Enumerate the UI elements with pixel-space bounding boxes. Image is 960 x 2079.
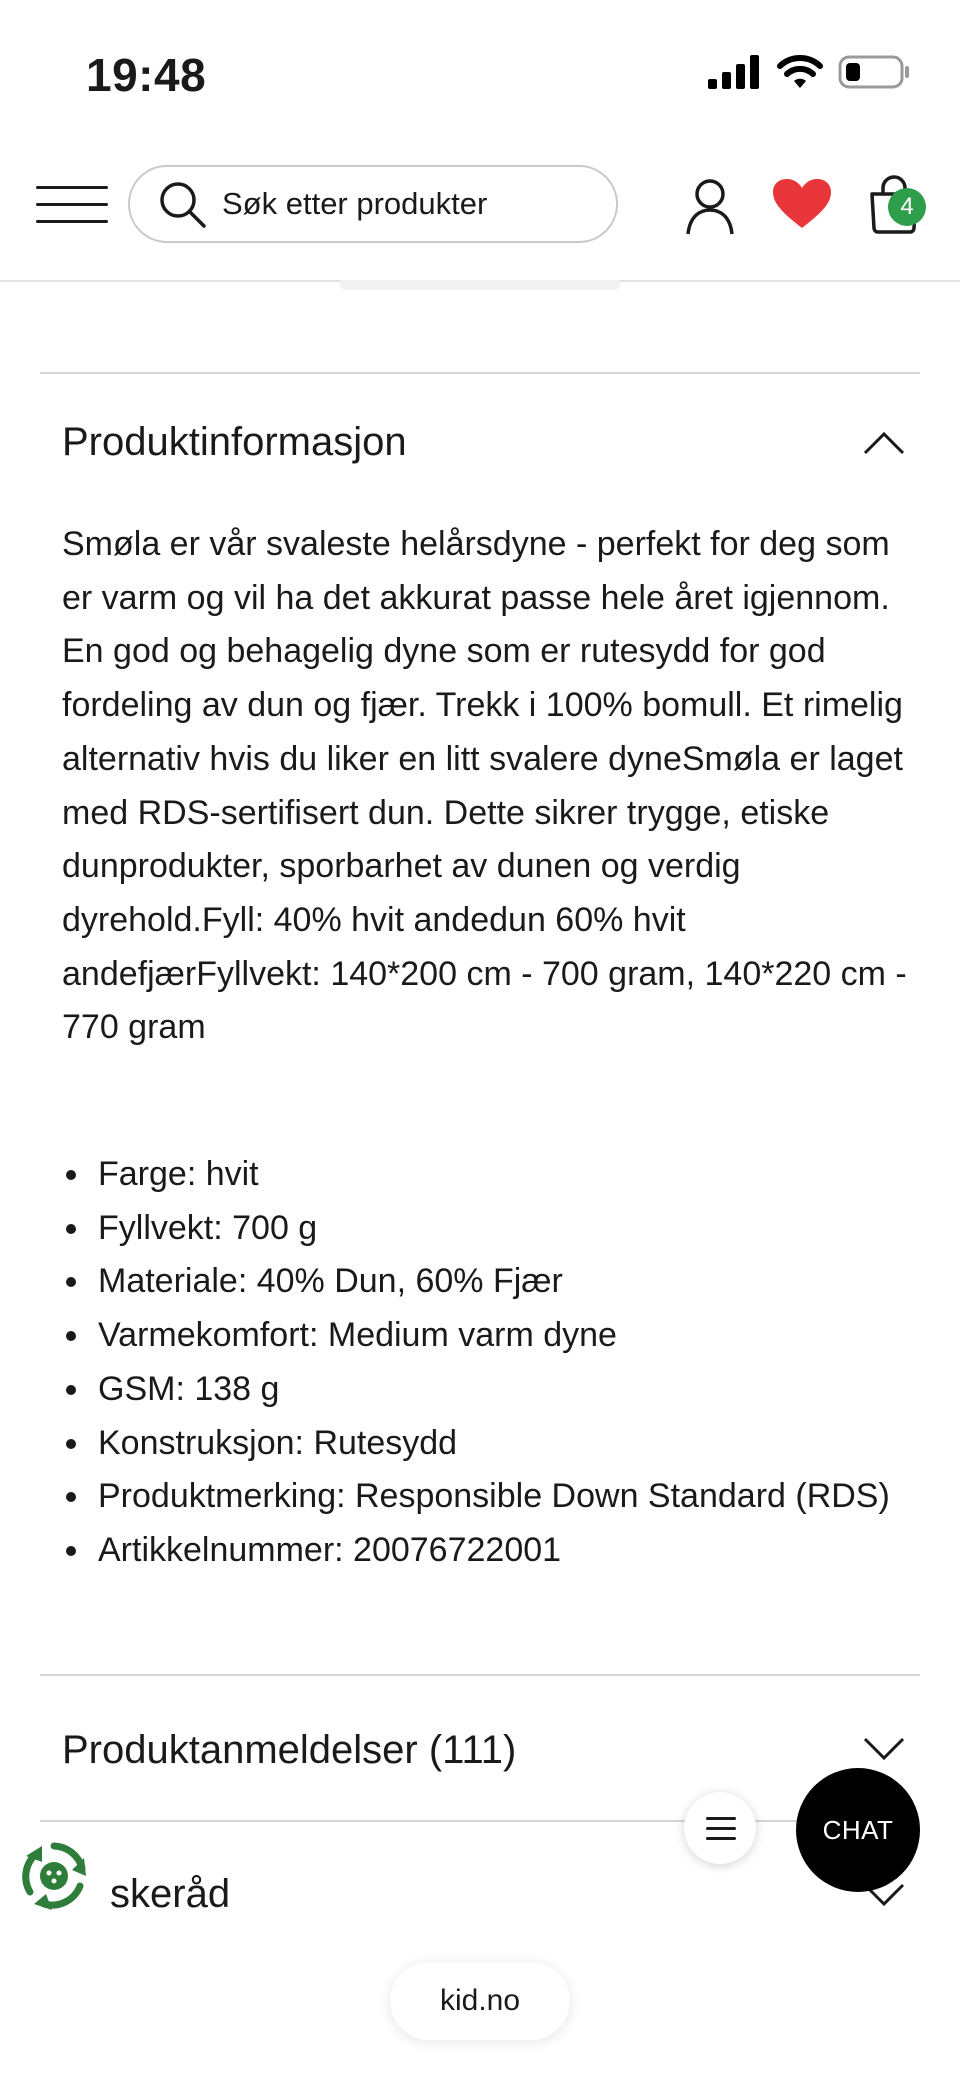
- status-icons: [708, 54, 910, 90]
- search-input[interactable]: [222, 186, 582, 222]
- product-description: Smøla er vår svaleste helårsdyne - perfekt for deg som er varm og vil ha det akkurat passe hele året igjennom. En god og behagelig dyne som er rutesydd for god fordeling av dun og fjær. Trekk i 100% bomull. Et rimelig alternativ hvis du liker en litt svalere dyneSmøla er laget med RDS-sertifisert dun. Dette sikrer trygge, etiske dunprodukter, sporbarhet av dunen og verdig dyrehold.Fyll: 40% hvit andedun 60% hvit andefjærFyllvekt: 140*200 cm - 700 gram, 140*220 cm - 770 gram: [62, 525, 907, 1047]
- chat-button[interactable]: CHAT: [796, 1768, 920, 1892]
- signal-icon: [708, 55, 762, 89]
- search-bar[interactable]: [128, 165, 618, 243]
- divider: [40, 372, 920, 374]
- chevron-up-icon[interactable]: [862, 430, 906, 456]
- header-shadow-tab: [340, 280, 620, 290]
- floating-menu-button[interactable]: [684, 1792, 756, 1864]
- url-bar[interactable]: kid.no: [390, 1962, 570, 2040]
- spec-item: Produktmerking: Responsible Down Standard (RDS): [62, 1470, 912, 1524]
- spec-item: GSM: 138 g: [62, 1363, 912, 1417]
- account-icon[interactable]: [680, 176, 740, 236]
- product-specs-list: [62, 1148, 912, 1578]
- divider: [40, 1820, 920, 1822]
- cart-count-badge: 4: [888, 188, 926, 226]
- spec-item: Farge: hvit: [62, 1148, 912, 1202]
- sustainability-recycle-icon[interactable]: [18, 1840, 90, 1912]
- status-bar: [0, 0, 960, 140]
- site-header: [0, 150, 960, 282]
- search-icon: [156, 178, 208, 230]
- wifi-icon: [776, 54, 824, 90]
- reviews-title[interactable]: Produktanmeldelser (111): [62, 1728, 517, 1772]
- chevron-down-icon[interactable]: [862, 1736, 906, 1762]
- spec-item: Materiale: 40% Dun, 60% Fjær: [62, 1255, 912, 1309]
- hamburger-menu-button[interactable]: [36, 180, 110, 230]
- product-info-title[interactable]: Produktinformasjon: [62, 420, 407, 464]
- wishlist-heart-icon[interactable]: [772, 178, 832, 230]
- spec-item: Varmekomfort: Medium varm dyne: [62, 1309, 912, 1363]
- spec-item: Fyllvekt: 700 g: [62, 1202, 912, 1256]
- spec-item: Konstruksjon: Rutesydd: [62, 1417, 912, 1471]
- care-title[interactable]: skeråd: [110, 1872, 231, 1916]
- battery-icon: [838, 54, 910, 90]
- divider: [40, 1674, 920, 1676]
- spec-item: Artikkelnummer: 20076722001: [62, 1524, 912, 1578]
- status-time: 19:48: [86, 49, 207, 101]
